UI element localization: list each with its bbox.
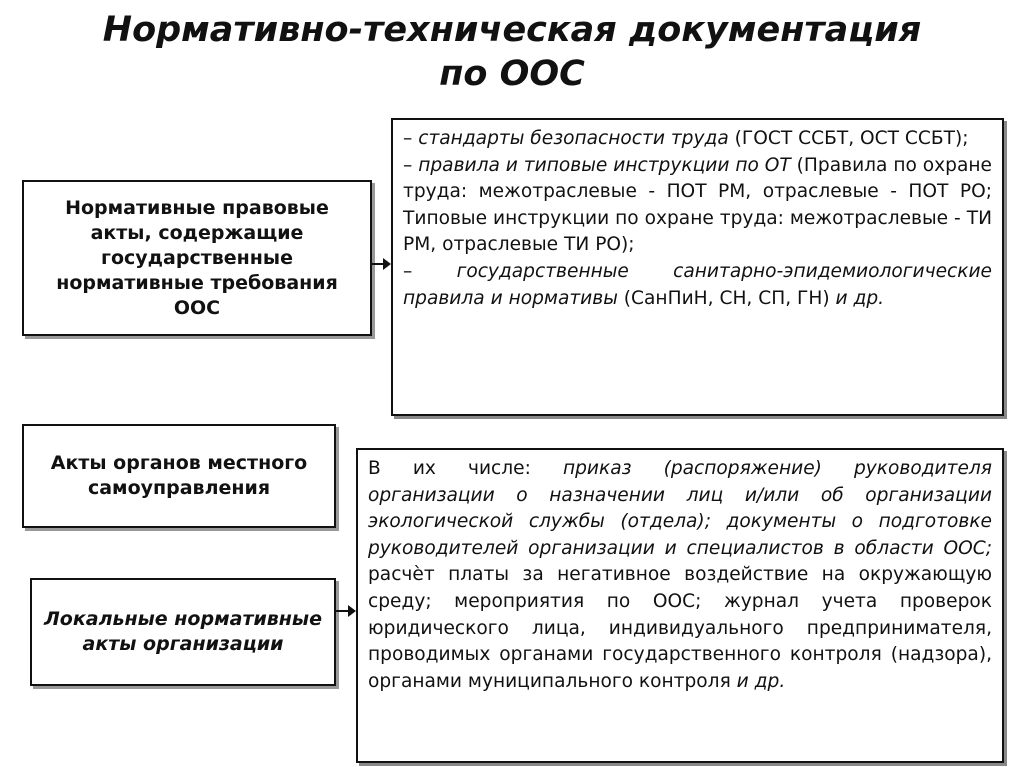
item-title: правила и типовые инструкции по ОТ — [418, 154, 791, 176]
item-end: и др. — [835, 287, 885, 309]
box-label: Акты органов местного самоуправления — [50, 452, 308, 499]
local-acts-list-box — [356, 448, 1004, 763]
text: расчѐт платы за негативное воздействие на окружающую среду; мероприятия по ООС; журнал учета проверок юридического лица, индивидуального предпринимателя, проводимых органами государственного контроля (надзора), органами муниципального контроля — [368, 564, 992, 692]
arrow-connector — [372, 263, 389, 265]
item-ssbt — [403, 126, 992, 153]
item-text: (СанПиН, СН, СП, ГН) — [617, 287, 836, 309]
dash: – — [403, 154, 419, 176]
item-ot — [403, 153, 992, 259]
item-title: государственные санитарно-эпидемиологические правила и нормативы — [403, 260, 992, 309]
arrow-connector — [336, 610, 354, 612]
item-title: стандарты безопасности труда — [418, 128, 729, 149]
item-text: (ГОСТ ССБТ, ОСТ ССБТ); — [728, 128, 969, 149]
dash: – — [403, 128, 419, 149]
title-line-1: Нормативно-техническая документация — [102, 10, 922, 50]
page-title — [0, 8, 1024, 96]
lead: В их числе: — [368, 458, 563, 479]
box-label: Нормативные правовые акты, содержащие государственные нормативные требования ООС — [56, 196, 338, 319]
standards-list-box — [391, 118, 1004, 416]
item-sanpin — [403, 259, 992, 312]
dash: – — [403, 260, 457, 282]
box-normative-legal-acts — [22, 180, 372, 336]
end: и др. — [736, 670, 786, 692]
box-local-normative-acts — [30, 578, 336, 686]
title-line-2: по ООС — [439, 54, 585, 94]
item-text: (Правила по охране труда: межотраслевые - ПОТ РМ, отраслевые - ПОТ РО; Типовые инструкции по охране труда: межотраслевые - ТИ РМ, отраслевые ТИ РО); — [403, 154, 992, 256]
italic-text: приказ (распоряжение) руководителя организации о назначении лиц и/или об организации экологической службы (отдела); документы о подготовке руководителей организации и специалистов в области ООС; — [368, 458, 992, 559]
local-acts-text — [368, 456, 992, 695]
box-local-government-acts — [22, 424, 336, 528]
box-label: Локальные нормативные акты организации — [44, 608, 322, 655]
